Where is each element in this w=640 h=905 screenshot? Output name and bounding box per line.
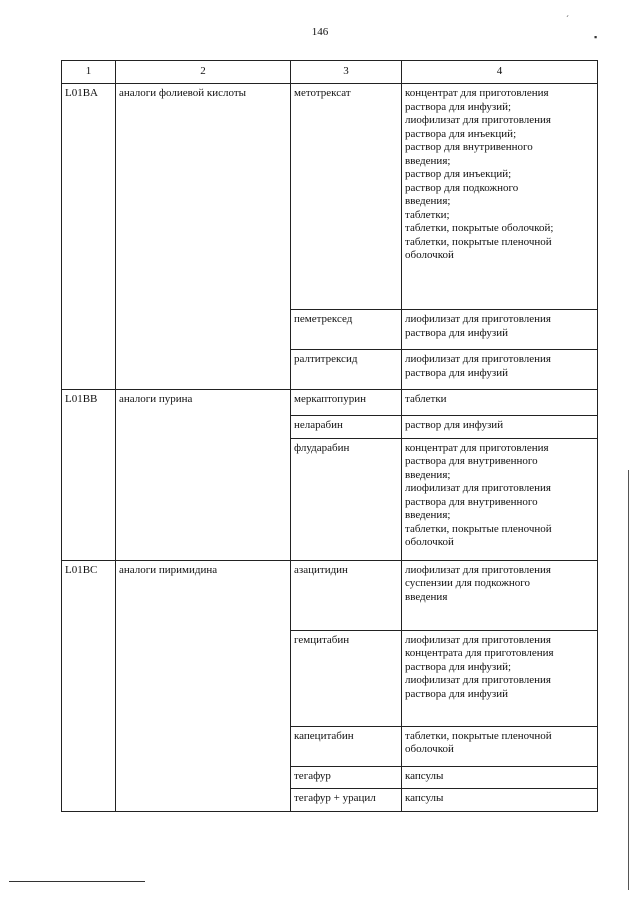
drug-name-cell: ралтитрексид: [291, 350, 402, 390]
atc-code-cell: L01BA: [62, 84, 116, 390]
dosage-form-line: введения: [405, 590, 448, 603]
drug-name-cell: неларабин: [291, 416, 402, 439]
dosage-form-line: раствор для инъекций;: [405, 168, 512, 180]
drug-name-cell: пеметрексед: [291, 310, 402, 350]
atc-code-cell: L01BB: [62, 390, 116, 561]
dosage-form-line: введения;: [405, 468, 451, 481]
dosage-form-line: раствора для внутривенного: [405, 495, 538, 508]
dosage-forms-cell: [402, 560, 598, 630]
header-row: [62, 61, 598, 84]
header-cell: 1: [62, 61, 116, 84]
dosage-form-line: оболочкой: [405, 536, 454, 548]
dosage-forms-cell: [402, 416, 598, 439]
dosage-form-line: раствор для внутривенного: [405, 141, 533, 153]
dosage-forms-cell: [402, 630, 598, 726]
dosage-form-line: лиофилизат для приготовления: [405, 633, 551, 646]
drug-name-cell: гемцитабин: [291, 630, 402, 726]
dosage-form-line: раствора для инъекций;: [405, 127, 517, 140]
dosage-forms-cell: [402, 726, 598, 766]
dosage-form-line: лиофилизат для приготовления: [405, 114, 551, 126]
drug-name-cell: тегафур: [291, 766, 402, 789]
dosage-form-line: раствора для инфузий: [405, 687, 508, 700]
dosage-forms-cell: [402, 766, 598, 789]
header-cell: 4: [402, 61, 598, 84]
dosage-form-line: лиофилизат для приготовления: [405, 563, 551, 576]
dosage-form-line: таблетки: [405, 393, 447, 405]
scan-mark: ▪: [594, 32, 598, 42]
dosage-form-line: раствора для инфузий: [405, 326, 508, 339]
page-number: 146: [311, 26, 329, 38]
dosage-form-line: оболочкой: [405, 249, 454, 261]
drug-name-cell: тегафур + урацил: [291, 789, 402, 812]
header-cell: 3: [291, 61, 402, 84]
dosage-form-line: таблетки;: [405, 208, 450, 221]
dosage-form-line: концентрата для приготовления: [405, 647, 554, 659]
header-cell: 2: [116, 61, 291, 84]
dosage-form-line: таблетки, покрытые оболочкой;: [405, 222, 554, 234]
scan-edge-line: [628, 470, 629, 890]
dosage-form-line: раствора для инфузий;: [405, 660, 512, 673]
dosage-form-line: капсулы: [405, 769, 444, 782]
dosage-form-line: лиофилизат для приготовления: [405, 482, 551, 494]
dosage-form-line: концентрат для приготовления: [405, 441, 549, 454]
dosage-form-line: суспензии для подкожного: [405, 577, 530, 589]
table-row: [62, 560, 598, 630]
table-row: [62, 390, 598, 416]
drug-name-cell: меркаптопурин: [291, 390, 402, 416]
dosage-forms-cell: [402, 84, 598, 310]
dosage-form-line: введения;: [405, 509, 451, 521]
table-row: [62, 84, 598, 310]
group-name-cell: аналоги пиримидина: [116, 560, 291, 811]
dosage-form-line: таблетки, покрытые пленочной: [405, 522, 552, 535]
dosage-form-line: лиофилизат для приготовления: [405, 313, 551, 325]
table-body: [62, 84, 598, 812]
dosage-forms-cell: [402, 310, 598, 350]
dosage-forms-cell: [402, 350, 598, 390]
dosage-form-line: капсулы: [405, 792, 444, 804]
dosage-form-line: оболочкой: [405, 743, 454, 755]
dosage-form-line: лиофилизат для приготовления: [405, 353, 551, 365]
drug-name-cell: капецитабин: [291, 726, 402, 766]
group-name-cell: аналоги пурина: [116, 390, 291, 561]
footnote-divider: [9, 881, 145, 882]
dosage-form-line: таблетки, покрытые пленочной: [405, 729, 552, 742]
dosage-form-line: лиофилизат для приготовления: [405, 674, 551, 686]
scan-mark: ˊ: [566, 14, 569, 24]
dosage-form-line: введения;: [405, 195, 451, 207]
dosage-forms-cell: [402, 789, 598, 812]
dosage-form-line: таблетки, покрытые пленочной: [405, 235, 552, 248]
drug-name-cell: метотрексат: [291, 84, 402, 310]
dosage-forms-cell: [402, 390, 598, 416]
dosage-form-line: раствора для инфузий;: [405, 100, 512, 113]
dosage-form-line: раствор для инфузий: [405, 419, 504, 431]
drug-name-cell: азацитидин: [291, 560, 402, 630]
drug-name-cell: флударабин: [291, 438, 402, 560]
group-name-cell: аналоги фолиевой кислоты: [116, 84, 291, 390]
dosage-form-line: раствора для инфузий: [405, 366, 508, 379]
dosage-form-line: раствора для внутривенного: [405, 455, 538, 467]
dosage-form-line: концентрат для приготовления: [405, 87, 549, 99]
dosage-form-line: раствор для подкожного: [405, 181, 519, 194]
dosage-form-line: введения;: [405, 154, 451, 167]
dosage-forms-cell: [402, 438, 598, 560]
drug-table: [61, 60, 598, 812]
atc-code-cell: L01BC: [62, 560, 116, 811]
